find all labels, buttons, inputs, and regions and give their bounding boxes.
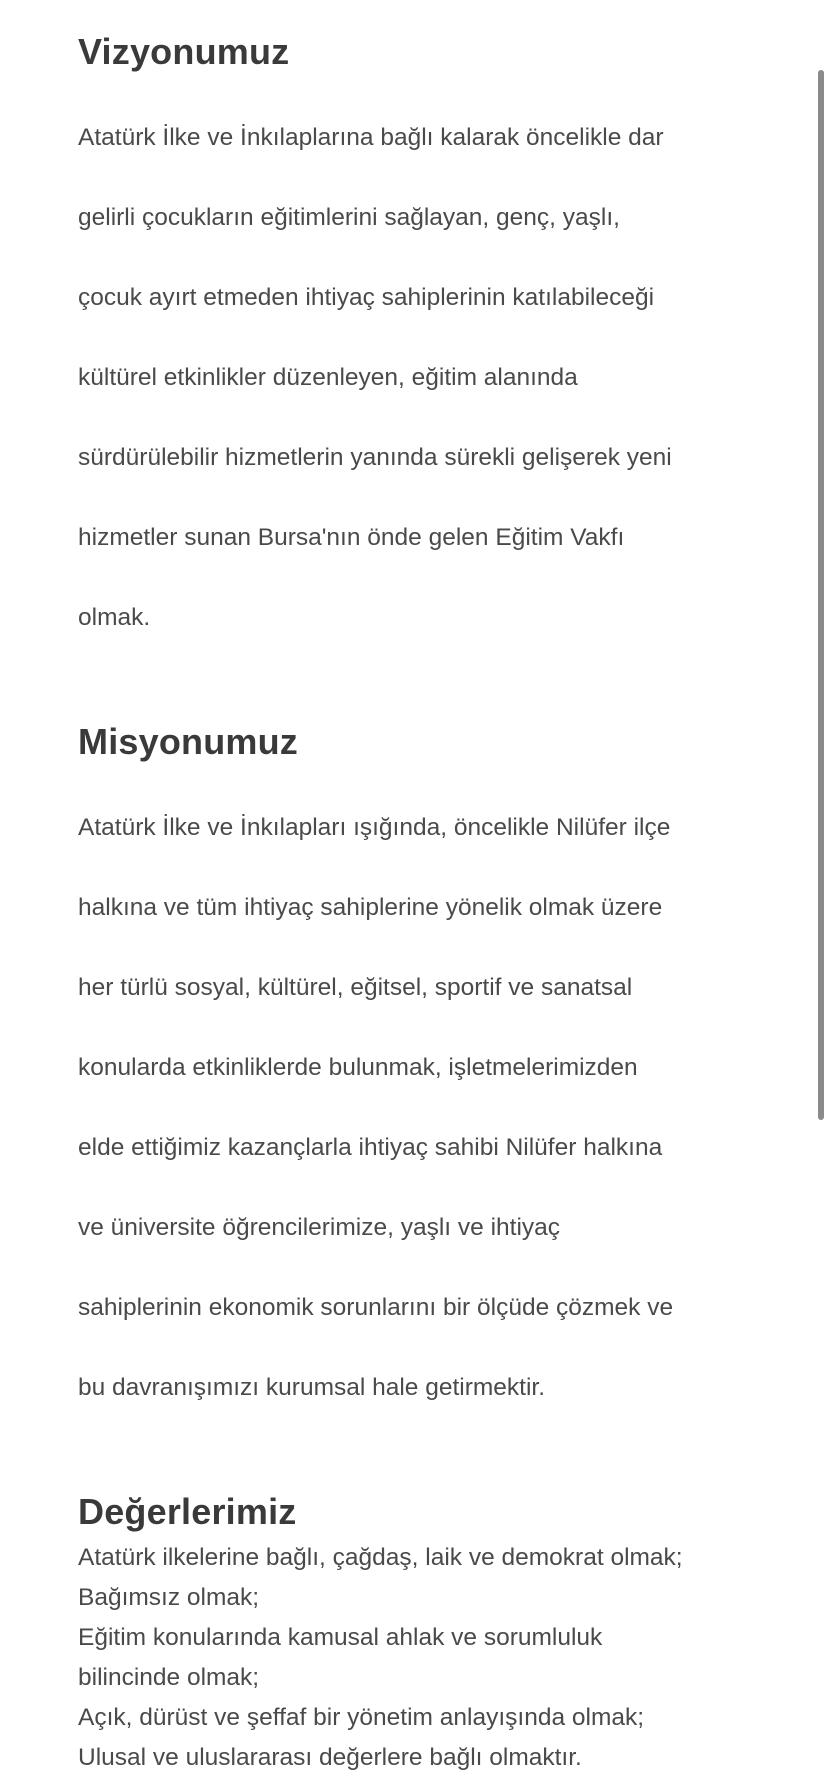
values-line: Açık, dürüst ve şeffaf bir yönetim anlayışında olmak; [78, 1704, 645, 1731]
mission-line: ve üniversite öğrencilerimize, yaşlı ve ihtiyaç [78, 1214, 561, 1241]
vision-line: sürdürülebilir hizmetlerin yanında sürekli gelişerek yeni [78, 444, 672, 471]
values-line: Ulusal ve uluslararası değerlere bağlı olmaktır. [78, 1744, 582, 1771]
vision-line: kültürel etkinlikler düzenleyen, eğitim alanında [78, 364, 578, 391]
vision-line: çocuk ayırt etmeden ihtiyaç sahiplerinin katılabileceği [78, 284, 655, 311]
mission-paragraph [78, 768, 778, 1448]
vision-line: olmak. [78, 604, 151, 631]
values-line: bilincinde olmak; [78, 1664, 260, 1691]
mission-line: sahiplerinin ekonomik sorunlarını bir ölçüde çözmek ve [78, 1294, 674, 1321]
mission-line: konularda etkinliklerde bulunmak, işletmelerimizden [78, 1054, 638, 1081]
mission-line: bu davranışımızı kurumsal hale getirmektir. [78, 1374, 546, 1401]
values-list [78, 1538, 778, 1778]
vision-heading: Vizyonumuz [78, 31, 290, 72]
mission-line: halkına ve tüm ihtiyaç sahiplerine yönelik olmak üzere [78, 894, 663, 921]
mission-heading: Misyonumuz [78, 721, 299, 762]
mission-line: elde ettiğimiz kazançlarla ihtiyaç sahibi Nilüfer halkına [78, 1134, 663, 1161]
values-line: Atatürk ilkelerine bağlı, çağdaş, laik ve demokrat olmak; [78, 1544, 683, 1571]
values-heading: Değerlerimiz [78, 1491, 297, 1532]
vertical-scrollbar[interactable] [818, 70, 824, 1120]
values-section [78, 1488, 778, 1778]
values-line: Eğitim konularında kamusal ahlak ve sorumluluk [78, 1624, 603, 1651]
vision-section [78, 28, 778, 678]
mission-section [78, 718, 778, 1448]
vision-paragraph [78, 78, 778, 678]
mission-line: Atatürk İlke ve İnkılapları ışığında, öncelikle Nilüfer ilçe [78, 814, 671, 841]
mission-line: her türlü sosyal, kültürel, eğitsel, sportif ve sanatsal [78, 974, 633, 1001]
page-content [78, 28, 778, 1778]
vision-line: hizmetler sunan Bursa'nın önde gelen Eğitim Vakfı [78, 524, 625, 551]
values-line: Bağımsız olmak; [78, 1584, 260, 1611]
vision-line: Atatürk İlke ve İnkılaplarına bağlı kalarak öncelikle dar [78, 124, 664, 151]
vision-line: gelirli çocukların eğitimlerini sağlayan, genç, yaşlı, [78, 204, 620, 231]
